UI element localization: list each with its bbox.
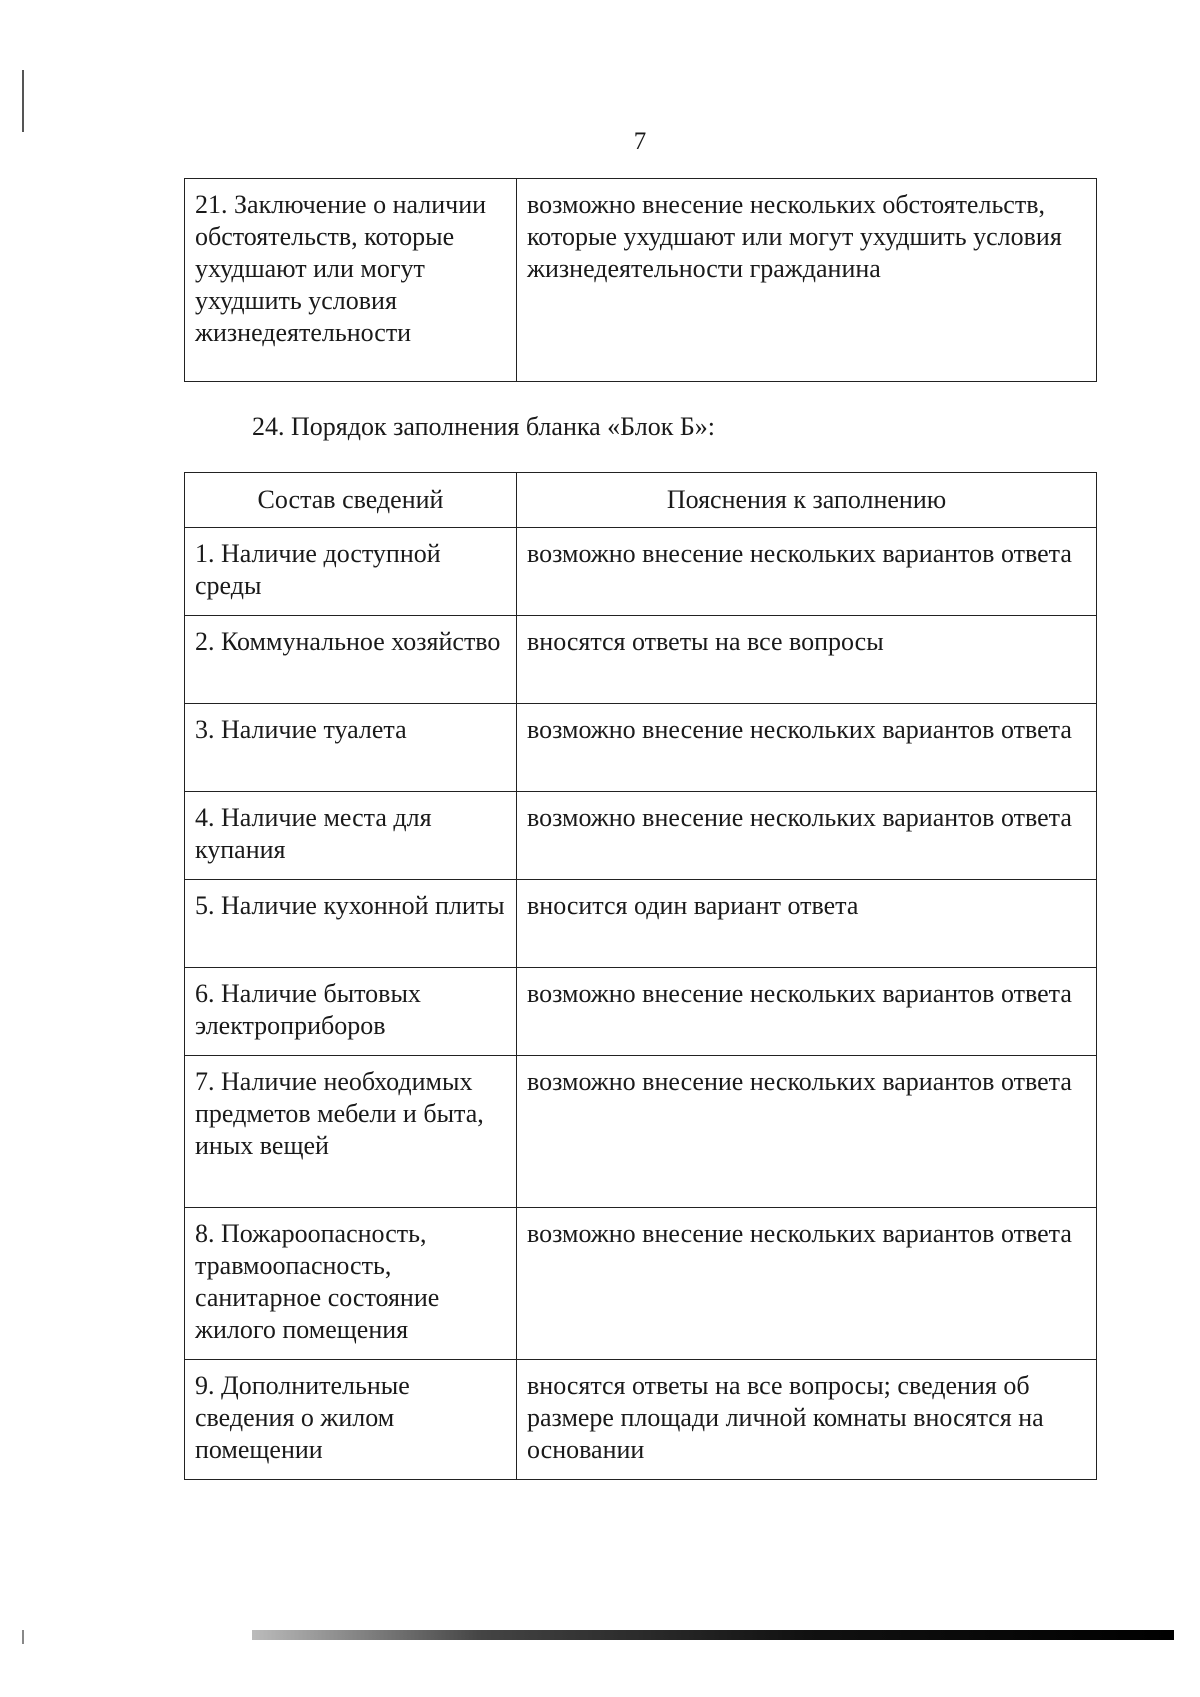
section-heading: 24. Порядок заполнения бланка «Блок Б»: — [252, 412, 715, 441]
item-cell: 5. Наличие кухонной плиты — [185, 880, 517, 968]
explanation-cell: возможно внесение нескольких вариантов ответа — [517, 1208, 1097, 1360]
item-cell: 1. Наличие доступной среды — [185, 528, 517, 616]
item-cell: 6. Наличие бытовых электроприборов — [185, 968, 517, 1056]
table-row — [185, 968, 1097, 1056]
table-row — [185, 1208, 1097, 1360]
table-header-row — [185, 473, 1097, 528]
margin-scan-mark-bottom — [22, 1630, 24, 1644]
explanation-cell: вносятся ответы на все вопросы; сведения об размере площади личной комнаты вносятся на основании — [517, 1360, 1097, 1480]
item-cell: 4. Наличие места для купания — [185, 792, 517, 880]
table-row — [185, 616, 1097, 704]
explanation-cell: возможно внесение нескольких вариантов ответа — [517, 968, 1097, 1056]
explanation-cell: возможно внесение нескольких вариантов ответа — [517, 1056, 1097, 1208]
footer-rule — [252, 1630, 1174, 1640]
item-cell: 21. Заключение о наличии обстоятельств, которые ухудшают или могут ухудшить условия жизнедеятельности — [185, 179, 517, 382]
page-number: 7 — [633, 128, 647, 155]
explanation-cell: вносятся ответы на все вопросы — [517, 616, 1097, 704]
table-row — [185, 179, 1097, 382]
item-cell: 7. Наличие необходимых предметов мебели и быта, иных вещей — [185, 1056, 517, 1208]
item-cell: 3. Наличие туалета — [185, 704, 517, 792]
table-row — [185, 880, 1097, 968]
column-header-composition: Состав сведений — [185, 473, 517, 528]
explanation-cell: возможно внесение нескольких вариантов ответа — [517, 704, 1097, 792]
item-cell: 2. Коммунальное хозяйство — [185, 616, 517, 704]
explanation-cell: вносится один вариант ответа — [517, 880, 1097, 968]
table-row — [185, 1360, 1097, 1480]
table-row — [185, 704, 1097, 792]
table-row — [185, 792, 1097, 880]
table-row — [185, 528, 1097, 616]
explanation-cell: возможно внесение нескольких обстоятельств, которые ухудшают или могут ухудшить условия жизнедеятельности гражданина — [517, 179, 1097, 382]
block-b-table — [184, 472, 1097, 1480]
explanation-cell: возможно внесение нескольких вариантов ответа — [517, 528, 1097, 616]
margin-scan-mark — [22, 70, 24, 132]
item-cell: 8. Пожароопасность, травмоопасность, санитарное состояние жилого помещения — [185, 1208, 517, 1360]
item-cell: 9. Дополнительные сведения о жилом помещении — [185, 1360, 517, 1480]
table-row — [185, 1056, 1097, 1208]
explanation-cell: возможно внесение нескольких вариантов ответа — [517, 792, 1097, 880]
column-header-explanations: Пояснения к заполнению — [517, 473, 1097, 528]
continued-table — [184, 178, 1097, 382]
